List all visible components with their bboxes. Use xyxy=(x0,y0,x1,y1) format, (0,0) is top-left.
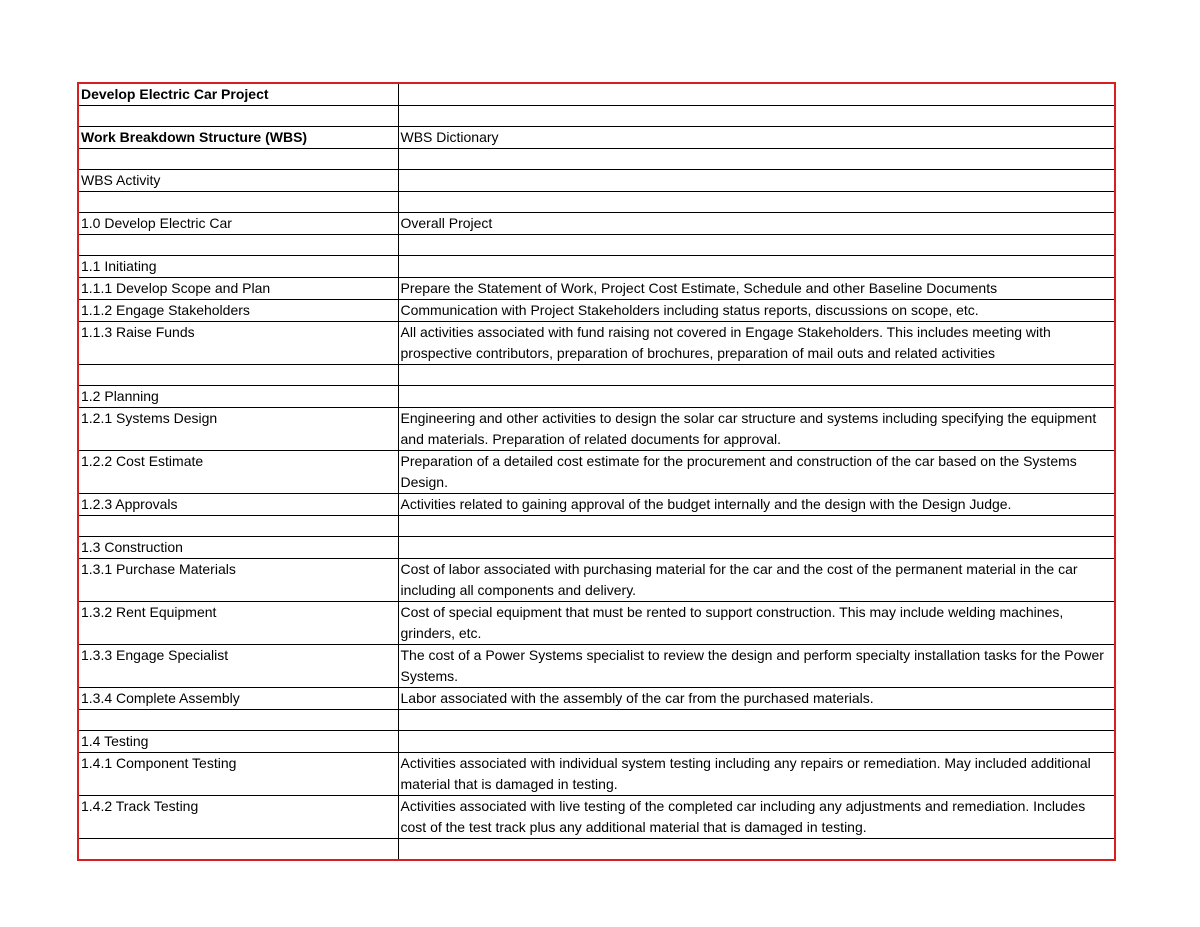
wbs-dictionary-cell xyxy=(398,365,1115,386)
wbs-activity-cell: 1.2.1 Systems Design xyxy=(78,408,398,451)
wbs-activity-cell: Develop Electric Car Project xyxy=(78,83,398,106)
wbs-dictionary-cell: Activities associated with individual system testing including any repairs or remediation. May included additional material that is damaged in testing. xyxy=(398,753,1115,796)
table-row xyxy=(78,516,1115,537)
wbs-dictionary-cell: Activities associated with live testing of the completed car including any adjustments and remediation. Includes cost of the test track plus any additional material that is damaged in testing. xyxy=(398,796,1115,839)
wbs-dictionary-cell xyxy=(398,235,1115,256)
table-row xyxy=(78,192,1115,213)
wbs-dictionary-cell xyxy=(398,83,1115,106)
wbs-dictionary-cell: Preparation of a detailed cost estimate for the procurement and construction of the car based on the Systems Design. xyxy=(398,451,1115,494)
table-row xyxy=(78,213,1115,235)
wbs-dictionary-cell: Engineering and other activities to design the solar car structure and systems including specifying the equipment and materials. Preparation of related documents for approval. xyxy=(398,408,1115,451)
wbs-activity-cell xyxy=(78,149,398,170)
wbs-activity-cell: Work Breakdown Structure (WBS) xyxy=(78,127,398,149)
wbs-activity-cell: 1.3.3 Engage Specialist xyxy=(78,645,398,688)
table-row xyxy=(78,839,1115,860)
wbs-dictionary-cell xyxy=(398,516,1115,537)
wbs-activity-cell: 1.2 Planning xyxy=(78,386,398,408)
table-row xyxy=(78,170,1115,192)
table-row xyxy=(78,106,1115,127)
wbs-activity-cell: 1.3.1 Purchase Materials xyxy=(78,559,398,602)
table-row xyxy=(78,688,1115,710)
wbs-activity-cell: 1.2.3 Approvals xyxy=(78,494,398,516)
wbs-dictionary-cell: Labor associated with the assembly of the car from the purchased materials. xyxy=(398,688,1115,710)
wbs-activity-cell: 1.1.2 Engage Stakeholders xyxy=(78,300,398,322)
wbs-activity-cell: WBS Activity xyxy=(78,170,398,192)
wbs-activity-cell: 1.3.2 Rent Equipment xyxy=(78,602,398,645)
wbs-activity-cell: 1.2.2 Cost Estimate xyxy=(78,451,398,494)
table-row xyxy=(78,278,1115,300)
table-row xyxy=(78,796,1115,839)
wbs-dictionary-cell: All activities associated with fund raising not covered in Engage Stakeholders. This includes meeting with prospective contributors, preparation of brochures, preparation of mail outs and related activities xyxy=(398,322,1115,365)
wbs-dictionary-cell xyxy=(398,537,1115,559)
table-row xyxy=(78,451,1115,494)
table-row xyxy=(78,83,1115,106)
wbs-activity-cell xyxy=(78,106,398,127)
wbs-dictionary-cell: Prepare the Statement of Work, Project Cost Estimate, Schedule and other Baseline Documents xyxy=(398,278,1115,300)
wbs-activity-cell xyxy=(78,710,398,731)
wbs-dictionary-cell xyxy=(398,839,1115,860)
table-row xyxy=(78,731,1115,753)
wbs-dictionary-cell xyxy=(398,170,1115,192)
wbs-activity-cell xyxy=(78,516,398,537)
wbs-dictionary-cell xyxy=(398,731,1115,753)
wbs-activity-cell: 1.3 Construction xyxy=(78,537,398,559)
wbs-activity-cell: 1.4.2 Track Testing xyxy=(78,796,398,839)
wbs-activity-cell: 1.0 Develop Electric Car xyxy=(78,213,398,235)
wbs-dictionary-cell: WBS Dictionary xyxy=(398,127,1115,149)
wbs-activity-cell: 1.1.3 Raise Funds xyxy=(78,322,398,365)
table-row xyxy=(78,494,1115,516)
wbs-dictionary-cell: Activities related to gaining approval of the budget internally and the design with the Design Judge. xyxy=(398,494,1115,516)
table-row xyxy=(78,365,1115,386)
table-row xyxy=(78,322,1115,365)
table-row xyxy=(78,753,1115,796)
table-row xyxy=(78,127,1115,149)
wbs-dictionary-cell xyxy=(398,149,1115,170)
wbs-activity-cell: 1.3.4 Complete Assembly xyxy=(78,688,398,710)
table-row xyxy=(78,300,1115,322)
wbs-activity-cell: 1.4.1 Component Testing xyxy=(78,753,398,796)
table-row xyxy=(78,559,1115,602)
table-row xyxy=(78,537,1115,559)
table-row xyxy=(78,256,1115,278)
wbs-activity-cell xyxy=(78,839,398,860)
wbs-activity-cell: 1.1.1 Develop Scope and Plan xyxy=(78,278,398,300)
table-row xyxy=(78,149,1115,170)
wbs-dictionary-cell xyxy=(398,256,1115,278)
wbs-activity-cell xyxy=(78,235,398,256)
wbs-dictionary-cell xyxy=(398,386,1115,408)
wbs-dictionary-cell: Cost of labor associated with purchasing material for the car and the cost of the permanent material in the car including all components and delivery. xyxy=(398,559,1115,602)
wbs-activity-cell: 1.1 Initiating xyxy=(78,256,398,278)
wbs-table xyxy=(77,82,1116,861)
table-row xyxy=(78,602,1115,645)
table-row xyxy=(78,408,1115,451)
wbs-dictionary-cell: The cost of a Power Systems specialist to review the design and perform specialty installation tasks for the Power Systems. xyxy=(398,645,1115,688)
wbs-dictionary-cell xyxy=(398,192,1115,213)
wbs-dictionary-cell xyxy=(398,106,1115,127)
table-row xyxy=(78,710,1115,731)
wbs-dictionary-cell: Overall Project xyxy=(398,213,1115,235)
wbs-activity-cell: 1.4 Testing xyxy=(78,731,398,753)
table-row xyxy=(78,645,1115,688)
wbs-dictionary-cell: Cost of special equipment that must be rented to support construction. This may include welding machines, grinders, etc. xyxy=(398,602,1115,645)
table-row xyxy=(78,386,1115,408)
wbs-dictionary-cell xyxy=(398,710,1115,731)
wbs-activity-cell xyxy=(78,365,398,386)
wbs-activity-cell xyxy=(78,192,398,213)
wbs-dictionary-cell: Communication with Project Stakeholders including status reports, discussions on scope, etc. xyxy=(398,300,1115,322)
table-row xyxy=(78,235,1115,256)
